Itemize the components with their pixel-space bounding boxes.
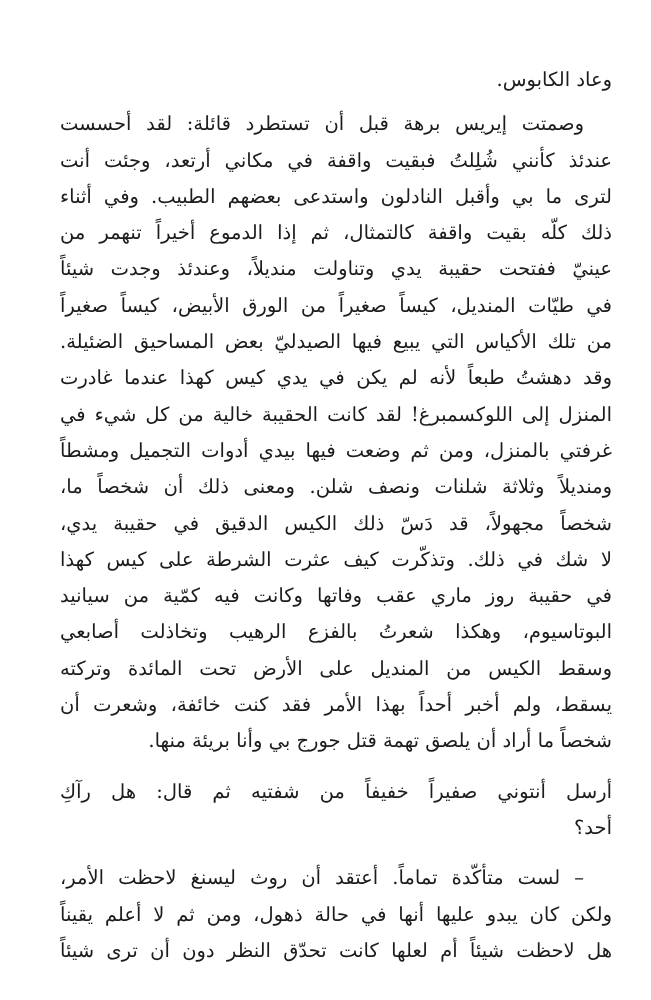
text-line: لا شك في ذلك. وتذكّرت كيف عثرت الشرطة على كيس كهذا [60, 547, 612, 571]
paragraph [60, 106, 612, 759]
text-line: يسقط، ولم أخبر أحداً بهذا الأمر فقد كنت خائفة، وشعرت أن [60, 693, 612, 717]
text-line: أرسل أنتوني صفيراً خفيفاً من شفتيه ثم قال: هل رآكِ [60, 779, 612, 803]
text-line: غرفتي بالمنزل، ومن ثم وضعت فيها بيدي أدوات التجميل ومشطاً [60, 438, 612, 462]
text-line: شخصاً مجهولاً، قد دَسّ ذلك الكيس الدقيق في حقيبة يدي، [60, 511, 612, 535]
text-line: وسقط الكيس من المنديل على الأرض تحت المائدة وتركته [60, 656, 612, 680]
text-line: ذلك كلّه بقيت واقفة كالتمثال، ثم إذا الدموع أخيراً تنهمر من [60, 221, 612, 245]
text-line: هل لاحظت شيئاً أم لعلها كانت تحدّق النظر دون أن ترى شيئاً [60, 938, 612, 962]
text-line: وصمتت إيريس برهة قبل أن تستطرد قائلة: لقد أحسست [60, 112, 584, 136]
text-line: المنزل إلى اللوكسمبرغ! لقد كانت الحقيبة خالية من كل شيء في [60, 402, 612, 426]
text-line: عينيّ ففتحت حقيبة يدي وتناولت منديلاً، وعندئذ وجدت شيئاً [60, 257, 612, 281]
text-line: في طيّات المنديل، كيساً صغيراً من الورق الأبيض، كيساً صغيراً [60, 293, 612, 317]
text-line: من تلك الأكياس التي يبيع فيها الصيدليّ بعض المساحيق الضئيلة. [60, 330, 612, 354]
paragraph [60, 774, 612, 847]
text-line: ولكن كان يبدو عليها أنها في حالة ذهول، ومن ثم لا أعلم يقيناً [60, 902, 612, 926]
text-line: في حقيبة روز ماري عقب وفاتها وكانت فيه كمّية من سيانيد [60, 584, 612, 608]
text-line: وقد دهشتُ طبعاً لأنه لم يكن في يدي كيس كهذا عندما غادرت [60, 366, 612, 390]
text-line: لترى ما بي وأقبل النادلون واستدعى بعضهم الطبيب. وفي أثناء [60, 184, 612, 208]
text-column [60, 62, 612, 969]
text-line: وعاد الكابوس. [496, 68, 612, 91]
text-line: شخصاً ما أراد أن يلصق تهمة قتل جورج بي وأنا بريئة منها. [148, 729, 612, 753]
text-line: ومنديلاً وثلاثة شلنات ونصف شلن. ومعنى ذلك أن شخصاً ما، [60, 475, 612, 499]
text-line: أحد؟ [573, 815, 612, 839]
paragraph [60, 62, 612, 98]
text-line: البوتاسيوم، وهكذا شعرتُ بالفزع الرهيب وتخاذلت أصابعي [60, 620, 612, 644]
text-line: – لست متأكّدة تماماً. أعتقد أن روث ليسنغ لاحظت الأمر، [60, 866, 584, 890]
text-line: عندئذ كأنني شُلِلتُ فبقيت واقفة في مكاني أرتعد، وجئت أنت [60, 148, 612, 172]
paragraph [60, 860, 612, 969]
